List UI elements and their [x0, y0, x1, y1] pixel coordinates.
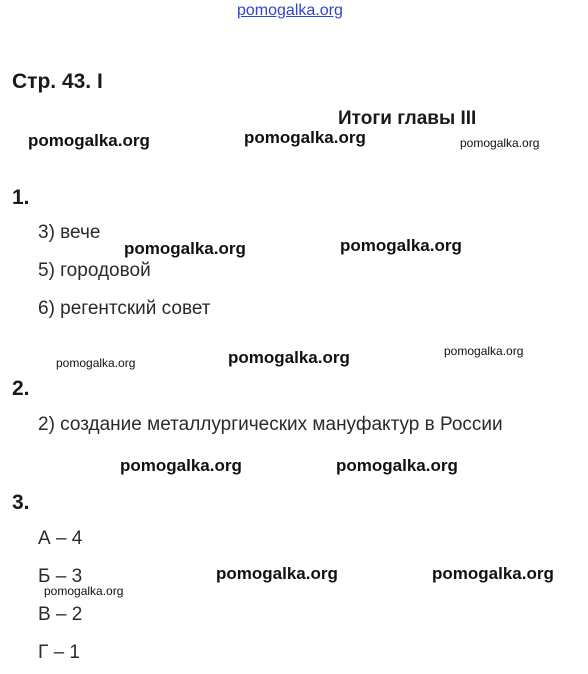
watermark: pomogalka.org	[336, 456, 458, 475]
answer-item: 5) городовой	[38, 260, 151, 281]
answer-item: Г – 1	[38, 642, 80, 663]
watermark: pomogalka.org	[340, 236, 462, 255]
answer-item: А – 4	[38, 528, 83, 549]
watermark: pomogalka.org	[120, 456, 242, 475]
watermark: pomogalka.org	[244, 128, 366, 147]
watermark: pomogalka.org	[444, 344, 524, 358]
watermark: pomogalka.org	[56, 356, 136, 370]
watermark: pomogalka.org	[460, 136, 540, 150]
watermark: pomogalka.org	[28, 131, 150, 150]
watermark: pomogalka.org	[44, 584, 124, 598]
answer-item: 6) регентский совет	[38, 298, 211, 319]
question-number: 3.	[12, 491, 30, 514]
chapter-title: Итоги главы III	[338, 108, 477, 129]
watermark: pomogalka.org	[432, 564, 554, 583]
page-label: Стр. 43. I	[12, 70, 103, 93]
question-number: 2.	[12, 377, 30, 400]
watermark: pomogalka.org	[124, 239, 246, 258]
answer-item: В – 2	[38, 604, 83, 625]
answer-item: 3) вече	[38, 222, 101, 243]
watermark: pomogalka.org	[216, 564, 338, 583]
watermark: pomogalka.org	[228, 348, 350, 367]
answer-item: 2) создание металлургических мануфактур в России	[38, 414, 503, 435]
answer-item: Б – 3	[38, 566, 83, 587]
question-number: 1.	[12, 186, 30, 209]
site-header-link[interactable]: pomogalka.org	[237, 2, 343, 19]
